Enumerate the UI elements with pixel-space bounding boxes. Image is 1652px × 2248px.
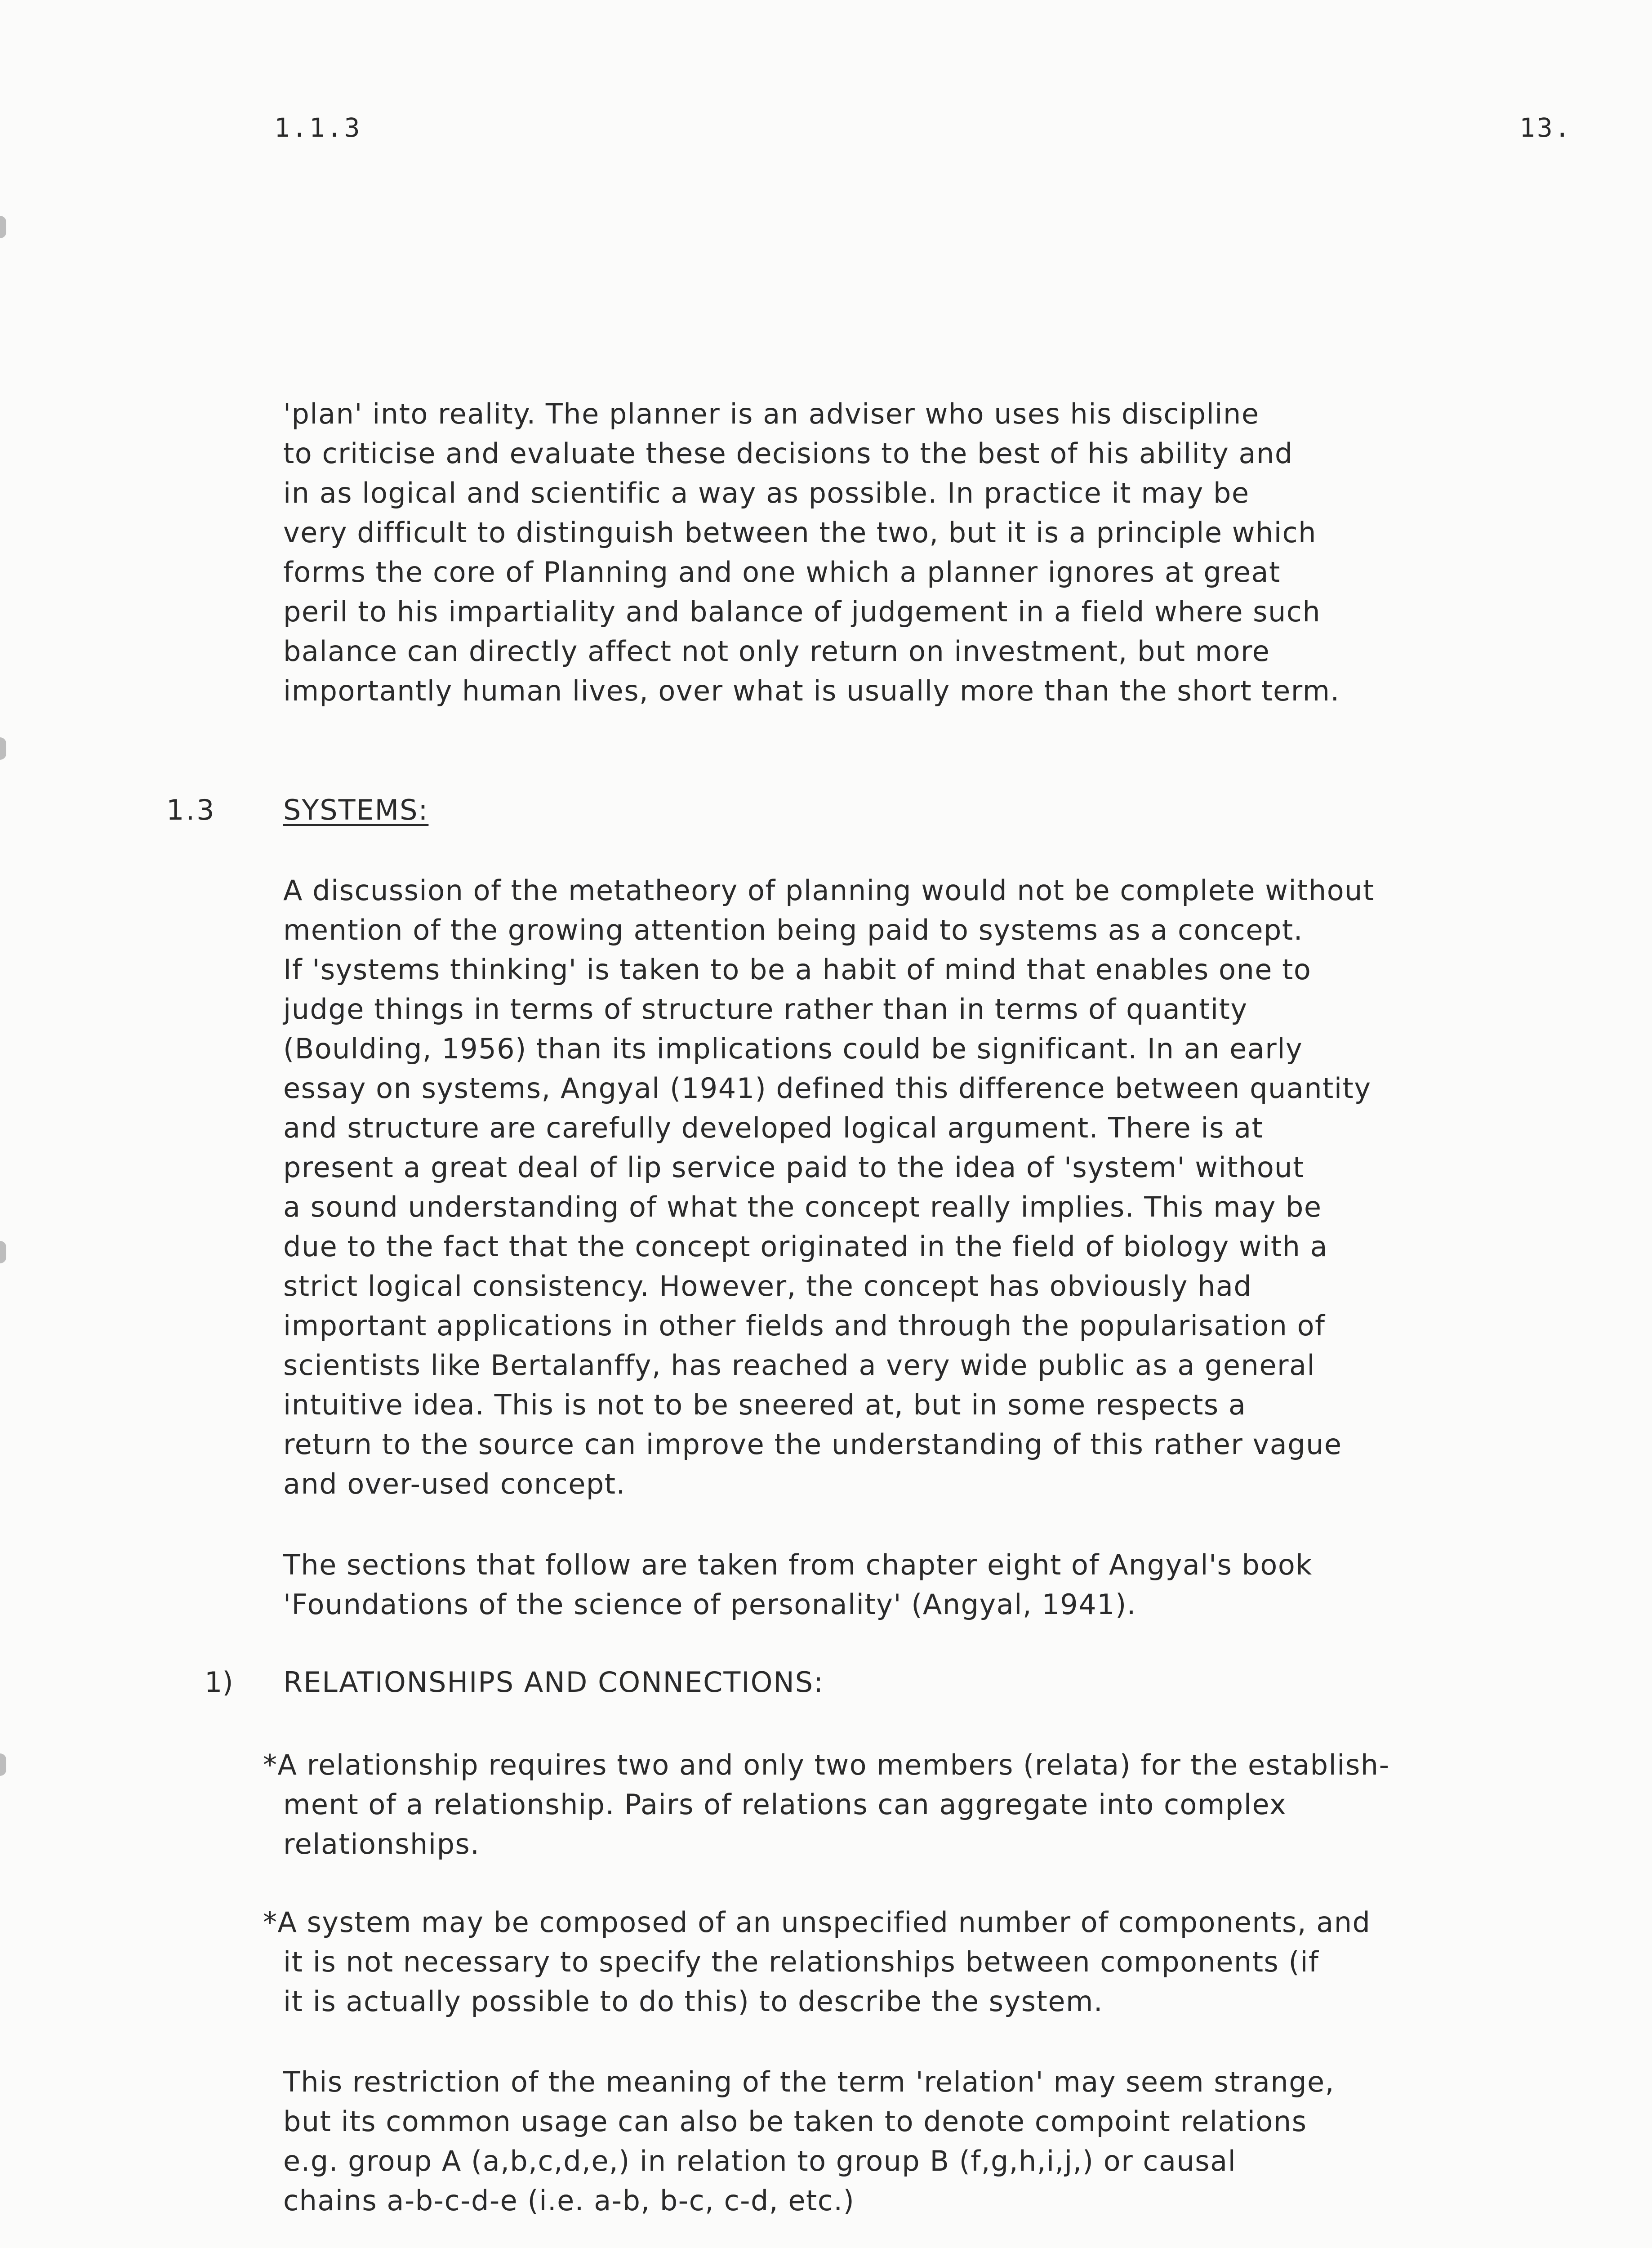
section-number: 1.3: [166, 794, 216, 826]
text-line: 'Foundations of the science of personality' (Angyal, 1941).: [283, 1588, 1137, 1621]
text-line: chains a-b-c-d-e (i.e. a-b, b-c, c-d, etc.): [283, 2184, 855, 2217]
text-line: *A system may be composed of an unspecified number of components, and: [263, 1906, 1371, 1939]
text-line: The sections that follow are taken from chapter eight of Angyal's book: [283, 1548, 1313, 1581]
text-line: due to the fact that the concept originated in the field of biology with a: [283, 1230, 1328, 1263]
binder-mark: [0, 1753, 6, 1776]
text-line: relationships.: [283, 1828, 480, 1860]
section-title: SYSTEMS:: [283, 794, 429, 826]
text-line: to criticise and evaluate these decisions to the best of his ability and: [283, 437, 1293, 470]
text-line: ment of a relationship. Pairs of relations can aggregate into complex: [283, 1788, 1287, 1821]
binder-mark: [0, 216, 6, 238]
text-line: forms the core of Planning and one which a planner ignores at great: [283, 556, 1281, 589]
text-line: If 'systems thinking' is taken to be a habit of mind that enables one to: [283, 953, 1312, 986]
text-line: balance can directly affect not only return on investment, but more: [283, 635, 1270, 668]
text-line: mention of the growing attention being paid to systems as a concept.: [283, 914, 1303, 946]
text-line: peril to his impartiality and balance of judgement in a field where such: [283, 595, 1321, 628]
binder-mark: [0, 737, 6, 760]
text-line: in as logical and scientific a way as possible. In practice it may be: [283, 477, 1250, 509]
text-line: present a great deal of lip service paid to the idea of 'system' without: [283, 1151, 1305, 1184]
text-line: a sound understanding of what the concept really implies. This may be: [283, 1191, 1322, 1223]
text-line: important applications in other fields and through the popularisation of: [283, 1309, 1326, 1342]
text-line: but its common usage can also be taken to denote compoint relations: [283, 2105, 1307, 2138]
text-line: essay on systems, Angyal (1941) defined this difference between quantity: [283, 1072, 1371, 1105]
text-line: strict logical consistency. However, the concept has obviously had: [283, 1270, 1252, 1302]
subsection-title: RELATIONSHIPS AND CONNECTIONS:: [283, 1666, 824, 1699]
binder-mark: [0, 1241, 6, 1263]
text-line: very difficult to distinguish between the two, but it is a principle which: [283, 516, 1317, 549]
text-line: *A relationship requires two and only two members (relata) for the establish-: [263, 1748, 1390, 1781]
text-line: return to the source can improve the understanding of this rather vague: [283, 1428, 1342, 1461]
text-line: it is not necessary to specify the relationships between components (if: [283, 1945, 1319, 1978]
page-number: 13.: [1519, 112, 1572, 143]
text-line: it is actually possible to do this) to describe the system.: [283, 1985, 1104, 2018]
text-line: 'plan' into reality. The planner is an adviser who uses his discipline: [283, 397, 1260, 430]
text-line: intuitive idea. This is not to be sneered at, but in some respects a: [283, 1388, 1247, 1421]
subsection-number: 1): [205, 1666, 233, 1699]
text-line: A discussion of the metatheory of planning would not be complete without: [283, 874, 1375, 907]
text-line: (Boulding, 1956) than its implications could be significant. In an early: [283, 1032, 1303, 1065]
text-line: scientists like Bertalanffy, has reached a very wide public as a general: [283, 1349, 1316, 1382]
text-line: judge things in terms of structure rather than in terms of quantity: [283, 993, 1248, 1026]
section-reference: 1.1.3: [274, 112, 362, 143]
text-line: e.g. group A (a,b,c,d,e,) in relation to group B (f,g,h,i,j,) or causal: [283, 2145, 1237, 2177]
text-line: This restriction of the meaning of the term 'relation' may seem strange,: [283, 2065, 1335, 2098]
text-line: and over-used concept.: [283, 1467, 626, 1500]
text-line: and structure are carefully developed logical argument. There is at: [283, 1111, 1264, 1144]
text-line: importantly human lives, over what is usually more than the short term.: [283, 674, 1340, 707]
